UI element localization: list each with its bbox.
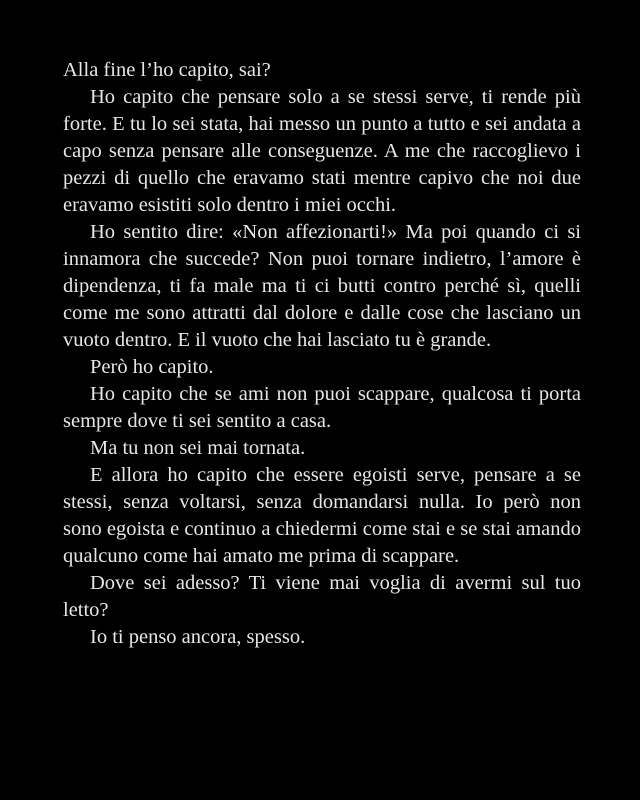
text-page: [63, 57, 581, 651]
paragraph-4: Però ho capito.: [90, 356, 214, 378]
paragraph-9: Io ti penso ancora, spesso.: [90, 626, 306, 648]
paragraph-2: Ho capito che pensare solo a se stessi serve, ti rende più forte. E tu lo sei stata, hai messo un punto a tutto e sei andata a capo senza pensare alle conseguenze. A me che raccoglievo i pezzi di quello che eravamo stati mentre capivo che noi due eravamo esistiti solo dentro i miei occhi.: [63, 86, 581, 216]
paragraph-3: Ho sentito dire: «Non affezionarti!» Ma poi quando ci si innamora che succede? Non puoi tornare indietro, l’amore è dipendenza, ti fa male ma ti ci butti contro perché sì, quelli come me sono attratti dal dolore e dalle cose che lasciano un vuoto dentro. E il vuoto che hai lasciato tu è grande.: [63, 221, 581, 351]
paragraph-7: E allora ho capito che essere egoisti serve, pensare a se stessi, senza voltarsi, senza domandarsi nulla. Io però non sono egoista e continuo a chiedermi come stai e se stai amando qualcuno come hai amato me prima di scappare.: [63, 464, 581, 567]
paragraph-5: Ho capito che se ami non puoi scappare, qualcosa ti porta sempre dove ti sei sentito a casa.: [63, 383, 581, 432]
paragraph-1: Alla fine l’ho capito, sai?: [63, 59, 271, 81]
paragraph-6: Ma tu non sei mai tornata.: [90, 437, 306, 459]
paragraph-8: Dove sei adesso? Ti viene mai voglia di avermi sul tuo letto?: [63, 572, 581, 621]
